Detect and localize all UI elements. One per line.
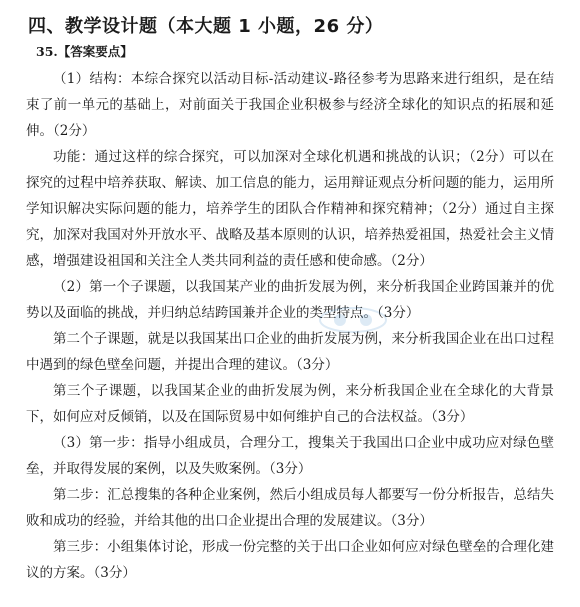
answer-paragraph: （1）结构：本综合探究以活动目标-活动建议-路径参考为思路来进行组织，是在结束了前一单元的基础上，对前面关于我国企业积极参与经济全球化的知识点的拓展和延伸。（2分） (26, 71, 554, 139)
section-title: 四、教学设计题（本大题 1 小题，26 分） (28, 16, 384, 37)
answer-paragraph: （2）第一个子课题，以我国某产业的曲折发展为例，来分析我国企业跨国兼并的优势以及面临的挑战，并归纳总结跨国兼并企业的类型特点。（3分） (26, 279, 554, 321)
answer-paragraph: 第三步：小组集体讨论，形成一份完整的关于出口企业如何应对绿色壁垒的合理化建议的方案。（3分） (26, 539, 554, 581)
answer-paragraph: （3）第一步：指导小组成员，合理分工，搜集关于我国出口企业中成功应对绿色壁垒，并取得发展的案例，以及失败案例。（3分） (26, 435, 554, 477)
answer-paragraph: 第三个子课题，以我国某企业的曲折发展为例，来分析我国企业在全球化的大背景下，如何应对反倾销，以及在国际贸易中如何维护自己的合法权益。（3分） (26, 383, 554, 425)
answer-paragraph: 第二步：汇总搜集的各种企业案例，然后小组成员每人都要写一份分析报告，总结失败和成功的经验，并给其他的出口企业提出合理的发展建议。（3分） (26, 487, 554, 529)
watermark-logo-icon (318, 300, 388, 340)
answer-paragraph: 功能：通过这样的综合探究，可以加深对全球化机遇和挑战的认识；（2分）可以在探究的过程中培养获取、解读、加工信息的能力，运用辩证观点分析问题的能力，运用所学知识解决实际问题的能力，培养学生的团队合作精神和探究精神；（2分）通过自主探究，加深对我国对外开放水平、战略及基本原则的认识，培养热爱祖国，热爱社会主义情感，增强建设祖国和关注全人类共同利益的责任感和使命感。（2分） (26, 149, 554, 269)
answer-body (26, 66, 554, 586)
answer-paragraph: 第二个子课题，就是以我国某出口企业的曲折发展为例，来分析我国企业在出口过程中遇到的绿色壁垒问题，并提出合理的建议。（3分） (26, 331, 554, 373)
question-header: 35.【答案要点】 (36, 44, 133, 59)
